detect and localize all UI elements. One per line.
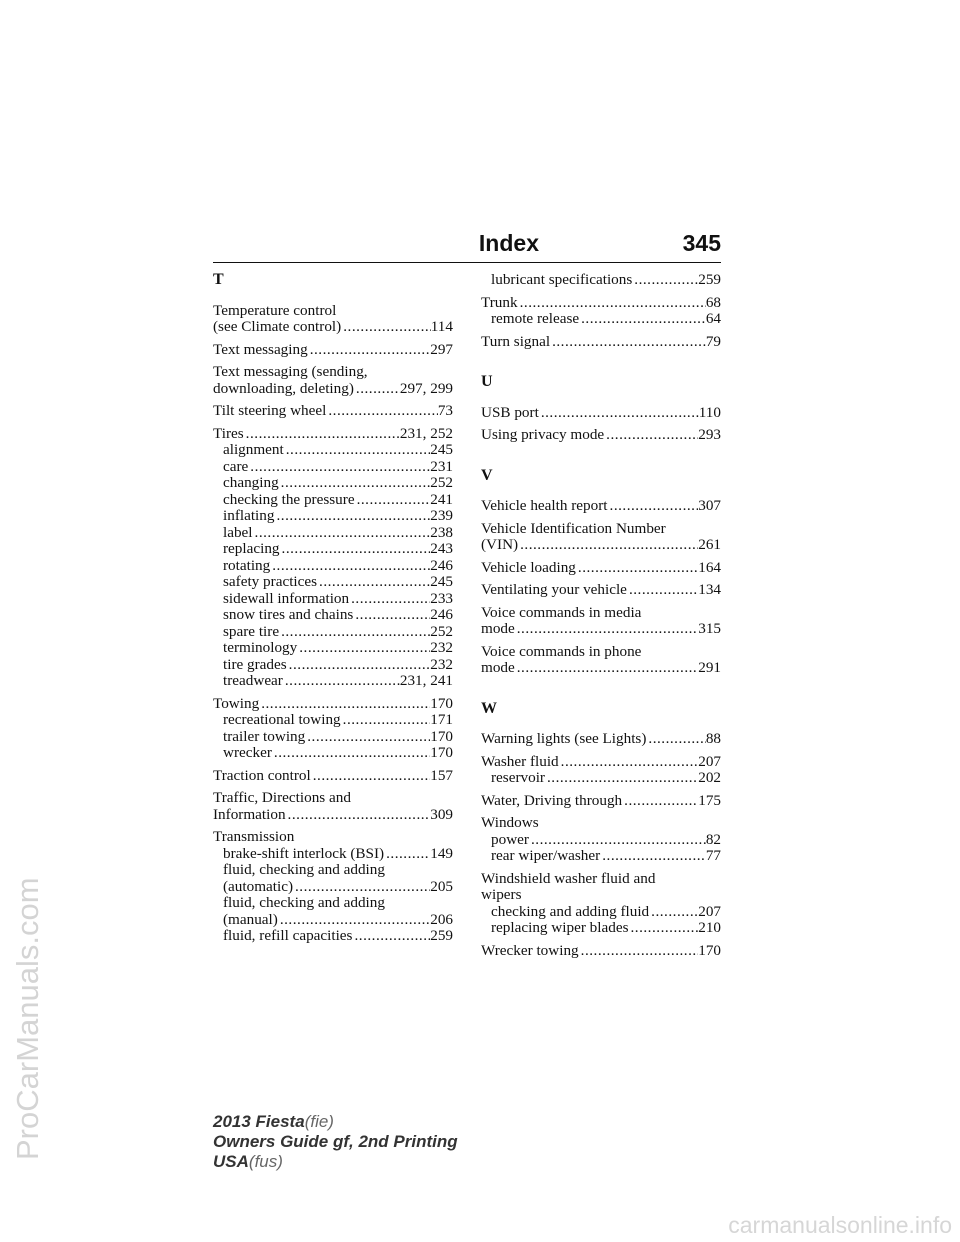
entry-text: Temperature control — [213, 301, 337, 319]
entry-text: Using privacy mode — [481, 426, 605, 443]
subentry-text: rear wiper/washer — [491, 847, 601, 864]
subentry-text: wrecker — [223, 744, 272, 761]
page-ref: 73 — [437, 402, 453, 419]
page-ref: 79 — [705, 332, 721, 350]
subentry-text: trailer towing — [223, 727, 306, 745]
index-entry — [213, 303, 453, 336]
index-entry — [213, 364, 453, 397]
page-ref: 239 — [430, 507, 453, 524]
page-ref: 170 — [430, 727, 453, 745]
page-ref: 231, 252 — [399, 424, 453, 442]
entry-text: Voice commands in media — [481, 603, 642, 621]
page-ref: 297, 299 — [399, 379, 453, 397]
entry-text: Text messaging — [213, 340, 308, 358]
page-ref: 207 — [698, 752, 721, 770]
entry-text: Traffic, Directions and — [213, 789, 351, 806]
index-entry — [481, 754, 721, 787]
page-ref: 170 — [430, 694, 453, 712]
page-ref: 206 — [430, 910, 453, 928]
page-ref: 77 — [705, 847, 721, 864]
subentry-text: checking the pressure — [223, 490, 355, 508]
index-entry — [481, 521, 721, 554]
index-entry — [213, 696, 453, 762]
page-ref: 134 — [698, 581, 721, 598]
index-entry — [481, 871, 721, 937]
entry-text: Towing — [213, 694, 260, 712]
page-ref: 207 — [698, 902, 721, 920]
page-ref: 164 — [698, 558, 721, 576]
entry-text: downloading, deleting) — [213, 379, 354, 397]
index-entry — [213, 342, 453, 359]
entry-text: Washer fluid — [481, 752, 559, 770]
index-entry — [481, 815, 721, 865]
page-ref: 291 — [698, 659, 721, 676]
subentry-text: snow tires and chains — [223, 606, 354, 623]
entry-text: Vehicle Identification Number — [481, 519, 666, 537]
entry-text: Water, Driving through — [481, 791, 623, 809]
entry-text: (VIN) — [481, 536, 519, 553]
page-ref: 309 — [430, 805, 453, 823]
subentry-text: power — [491, 830, 529, 848]
subentry-text: (manual) — [223, 910, 278, 928]
subentry-text: treadwear — [223, 672, 283, 689]
index-entry — [213, 403, 453, 420]
page-ref: 205 — [430, 877, 453, 895]
index-entry — [481, 605, 721, 638]
index-entry — [213, 426, 453, 690]
subentry-text: recreational towing — [223, 711, 341, 728]
page-ref: 157 — [430, 766, 453, 784]
entry-text: Traction control — [213, 766, 311, 784]
page-ref: 170 — [698, 941, 721, 959]
section-letter-v: V — [481, 466, 493, 484]
page-ref: 245 — [430, 441, 453, 458]
section-letter-w: W — [481, 699, 497, 717]
side-watermark — [0, 0, 60, 1242]
subentry-text: tire grades — [223, 655, 287, 673]
page-ref: 232 — [430, 639, 453, 656]
side-watermark-text: ProCarManuals.com — [10, 877, 45, 1160]
page-ref: 307 — [698, 497, 721, 514]
subentry-text: replacing wiper blades — [491, 919, 629, 936]
footer-market: USA — [213, 1152, 249, 1171]
page-ref: 252 — [430, 474, 453, 491]
page-ref: 210 — [698, 919, 721, 936]
index-entry — [213, 829, 453, 945]
footer-model-code: (fie) — [304, 1112, 334, 1131]
footer-market-code: (fus) — [248, 1152, 283, 1171]
subentry-text: care — [223, 457, 249, 475]
index-entry — [481, 793, 721, 810]
page-ref: 293 — [698, 426, 721, 443]
index-entry — [481, 427, 721, 444]
page-ref: 110 — [698, 403, 721, 421]
page-ref: 231 — [430, 457, 453, 475]
subentry-text: remote release — [491, 310, 580, 327]
footer-guide: Owners Guide gf, 2nd Printing — [213, 1132, 458, 1151]
index-entry — [213, 768, 453, 785]
page-ref: 315 — [698, 620, 721, 637]
entry-text: Tilt steering wheel — [213, 402, 327, 419]
entry-text: Voice commands in phone — [481, 642, 642, 660]
page-ref: 243 — [430, 540, 453, 557]
page-header — [213, 230, 721, 260]
page-ref: 245 — [430, 573, 453, 590]
page-ref: 246 — [430, 556, 453, 574]
subentry-text: spare tire — [223, 622, 280, 640]
entry-text: Vehicle health report — [481, 497, 608, 514]
page-ref: 64 — [705, 310, 721, 327]
entry-text: Tires — [213, 424, 244, 442]
subentry-text: sidewall information — [223, 589, 350, 607]
index-column-right — [481, 272, 721, 965]
entry-text: Windows — [481, 814, 539, 831]
page-number: 345 — [682, 230, 721, 256]
entry-text: mode — [481, 620, 515, 637]
entry-text: Text messaging (sending, — [213, 363, 368, 380]
page-ref: 232 — [430, 655, 453, 673]
page-ref: 252 — [430, 622, 453, 640]
entry-text: Trunk — [481, 293, 518, 311]
subentry-text: (automatic) — [223, 877, 293, 895]
subentry-text: inflating — [223, 507, 275, 524]
page-ref: 246 — [430, 606, 453, 623]
index-entry — [481, 295, 721, 328]
subentry-text: brake-shift interlock (BSI) — [223, 844, 385, 862]
page-title: Index — [478, 230, 539, 256]
entry-text: (see Climate control) — [213, 318, 342, 335]
index-entry — [481, 644, 721, 677]
entry-text: Turn signal — [481, 332, 551, 350]
entry-text: Warning lights (see Lights) — [481, 730, 647, 747]
index-entry — [213, 790, 453, 823]
page-ref: 82 — [705, 830, 721, 848]
index-entry — [481, 498, 721, 515]
subentry-text: reservoir — [491, 769, 545, 786]
page-ref: 171 — [430, 711, 453, 728]
subentry-text: fluid, checking and adding — [223, 894, 385, 911]
subentry-text: lubricant specifications — [491, 271, 633, 288]
entry-text: Ventilating your vehicle — [481, 581, 627, 598]
index-entry — [481, 334, 721, 351]
section-letter-u: U — [481, 373, 493, 390]
header-rule — [213, 262, 721, 263]
section-letter-t: T — [213, 271, 224, 288]
entry-text: Wrecker towing — [481, 941, 579, 959]
page-ref: 231, 241 — [399, 672, 453, 689]
subentry-text: fluid, checking and adding — [223, 861, 385, 878]
entry-text: Vehicle loading — [481, 558, 576, 576]
page-ref: 149 — [430, 844, 453, 862]
entry-text: Windshield washer fluid and — [481, 869, 656, 887]
page-ref: 175 — [698, 791, 721, 809]
page-ref: 88 — [705, 730, 721, 747]
page-ref: 233 — [430, 589, 453, 607]
page-ref: 261 — [698, 536, 721, 553]
page-ref: 202 — [698, 769, 721, 786]
page-ref: 259 — [698, 271, 721, 288]
page-ref: 297 — [430, 340, 453, 358]
subentry-text: fluid, refill capacities — [223, 927, 353, 944]
page-ref: 170 — [430, 744, 453, 761]
entry-text: wipers — [481, 886, 522, 903]
footer-model: 2013 Fiesta — [213, 1112, 305, 1131]
subentry-text: label — [223, 523, 253, 541]
index-entry — [481, 560, 721, 577]
index-entry — [481, 582, 721, 599]
index-column-left — [213, 272, 453, 951]
page-ref: 68 — [705, 293, 721, 311]
subentry-text: changing — [223, 474, 279, 491]
subentry-text: alignment — [223, 441, 284, 458]
document-footer — [213, 1112, 458, 1172]
index-entry — [481, 405, 721, 422]
subentry-text: rotating — [223, 556, 271, 574]
subentry-text: checking and adding fluid — [491, 902, 650, 920]
page-ref: 238 — [430, 523, 453, 541]
entry-text: Information — [213, 805, 286, 823]
entry-text: Transmission — [213, 828, 295, 845]
subentry-text: replacing — [223, 540, 280, 557]
index-entry — [481, 272, 721, 289]
entry-text: USB port — [481, 403, 539, 421]
page-ref: 114 — [430, 318, 453, 335]
page-ref: 259 — [430, 927, 453, 944]
subentry-text: safety practices — [223, 573, 318, 590]
subentry-text: terminology — [223, 639, 298, 656]
entry-text: mode — [481, 659, 515, 676]
page-ref: 241 — [430, 490, 453, 508]
bottom-watermark: carmanualsonline.info — [728, 1212, 952, 1238]
index-entry — [481, 943, 721, 960]
index-entry — [481, 731, 721, 748]
